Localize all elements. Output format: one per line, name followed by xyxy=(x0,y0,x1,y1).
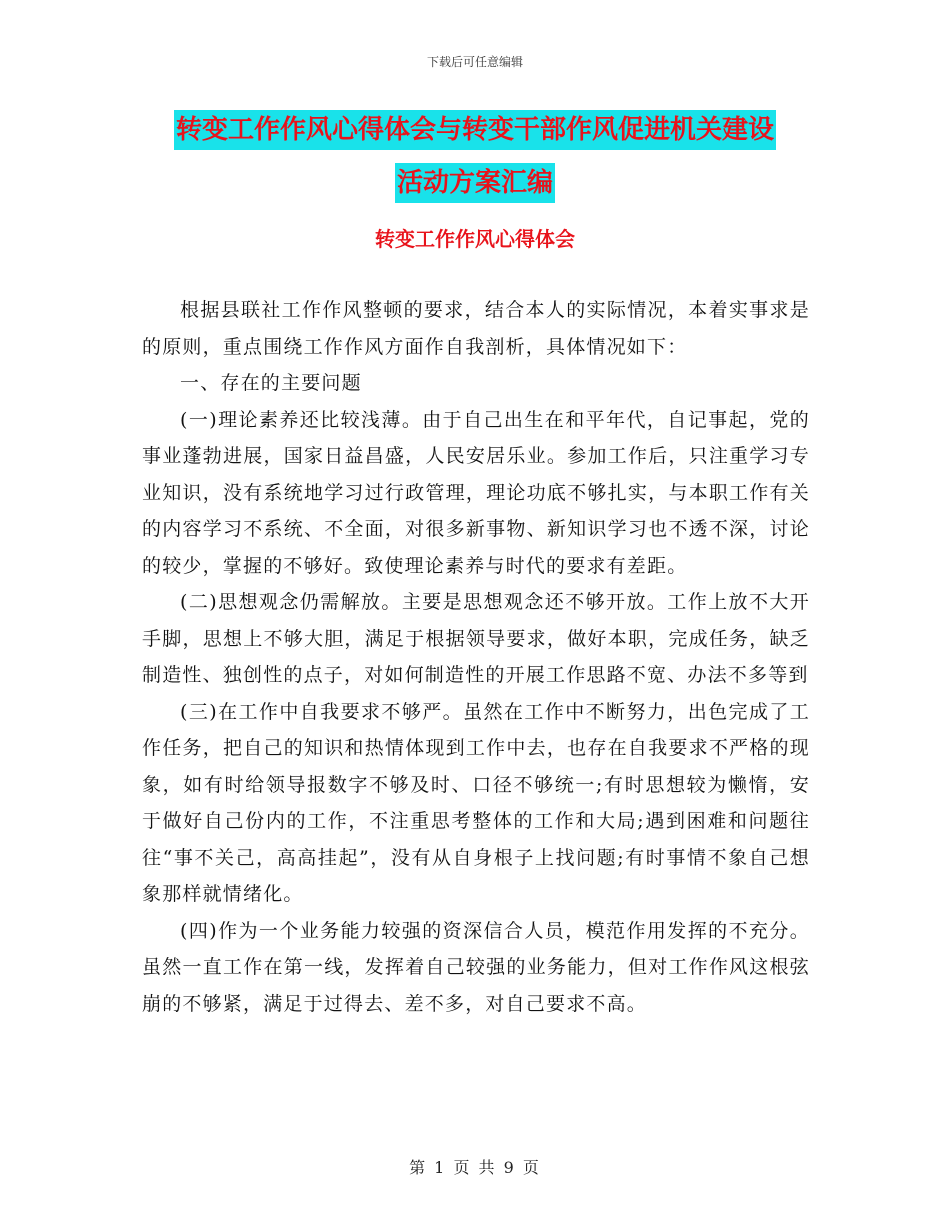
paragraph: (四)作为一个业务能力较强的资深信合人员，模范作用发挥的不充分。虽然一直工作在第一线，发挥着自己较强的业务能力，但对工作作风这根弦崩的不够紧，满足于过得去、差不多，对自己要求不高。 xyxy=(142,919,810,1015)
title-line-2: 活动方案汇编 xyxy=(395,163,555,203)
header-note: 下载后可任意编辑 xyxy=(426,55,523,69)
document-body xyxy=(142,292,810,1022)
section-subtitle: 转变工作作风心得体会 xyxy=(375,227,575,251)
paragraph: 一、存在的主要问题 xyxy=(180,372,362,394)
paragraph: (一)理论素养还比较浅薄。由于自己出生在和平年代，自记事起，党的事业蓬勃进展，国家日益昌盛，人民安居乐业。参加工作后，只注重学习专业知识，没有系统地学习过行政管理，理论功底不够扎实，与本职工作有关的内容学习不系统、不全面，对很多新事物、新知识学习也不透不深，讨论的较少，掌握的不够好。致使理论素养与时代的要求有差距。 xyxy=(142,408,810,577)
paragraph: 根据县联社工作作风整顿的要求，结合本人的实际情况，本着实事求是的原则，重点围绕工作作风方面作自我剖析，具体情况如下： xyxy=(142,299,810,358)
document-title xyxy=(140,110,810,203)
paragraph: (三)在工作中自我要求不够严。虽然在工作中不断努力，出色完成了工作任务，把自己的知识和热情体现到工作中去，也存在自我要求不严格的现象，如有时给领导报数字不够及时、口径不够统一;有时思想较为懒惰，安于做好自己份内的工作，不注重思考整体的工作和大局;遇到困难和问题往往“事不关己，高高挂起”，没有从自身根子上找问题;有时事情不象自己想象那样就情绪化。 xyxy=(142,700,810,905)
paragraph: (二)思想观念仍需解放。主要是思想观念还不够开放。工作上放不大开手脚，思想上不够大胆，满足于根据领导要求，做好本职，完成任务，缺乏制造性、独创性的点子，对如何制造性的开展工作思路不宽、办法不多等到 xyxy=(142,591,810,686)
title-line-1: 转变工作作风心得体会与转变干部作风促进机关建设 xyxy=(174,110,776,150)
page-number: 第 1 页 共 9 页 xyxy=(409,1158,541,1177)
